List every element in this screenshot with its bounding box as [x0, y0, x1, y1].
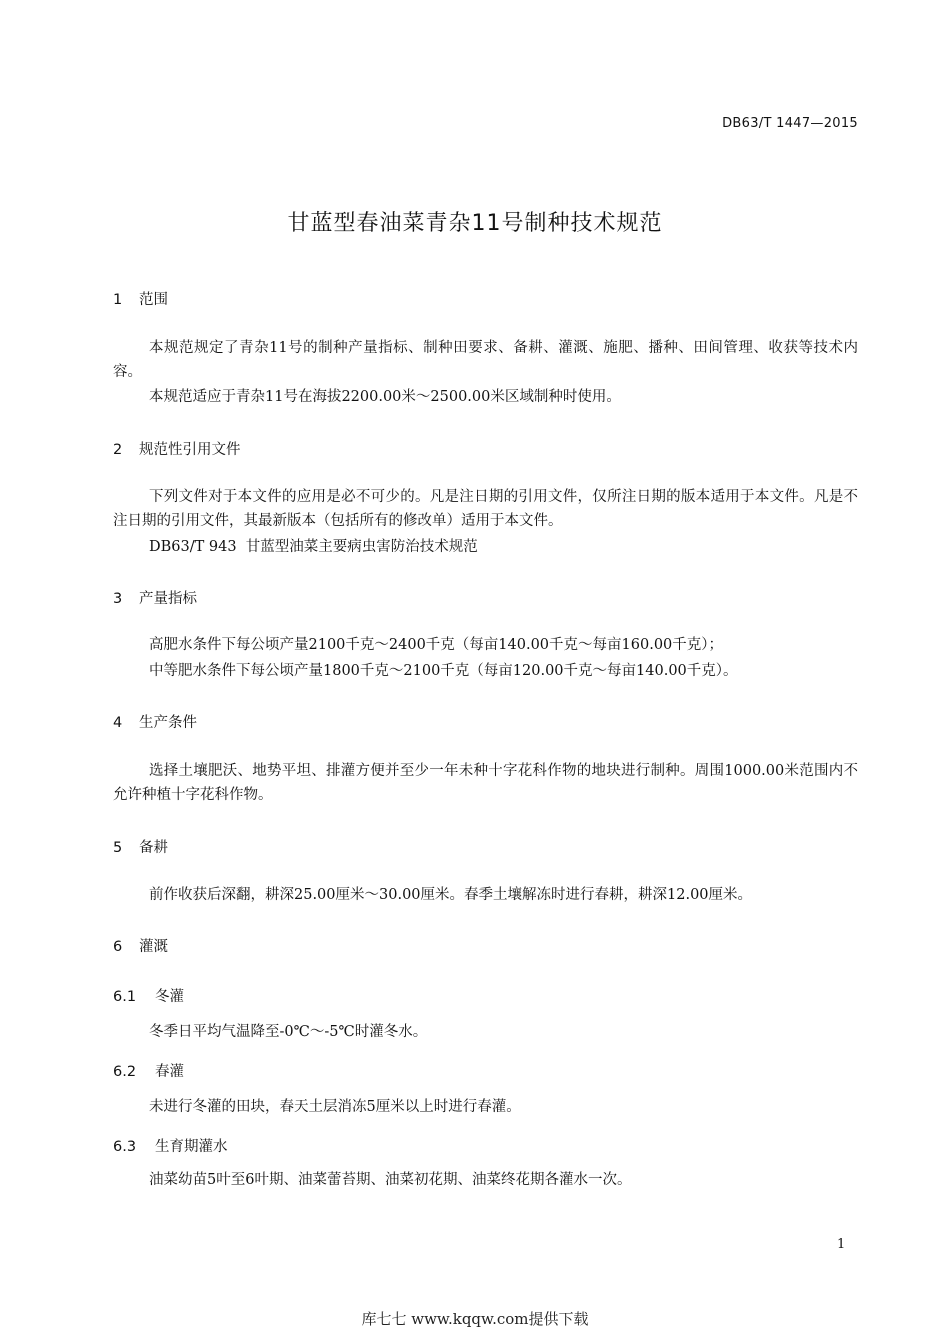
download-credit: 库七七 www.kqqw.com提供下载 [361, 1310, 589, 1328]
section-number: 6 [113, 939, 123, 955]
section-title: 备耕 [139, 840, 168, 856]
section-3-heading [113, 587, 197, 608]
section-4-heading [113, 711, 197, 732]
section-2-heading [113, 438, 241, 459]
subsection-number: 6.2 [113, 1064, 137, 1080]
subsection-title: 冬灌 [155, 989, 184, 1005]
section-title: 灌溉 [139, 939, 168, 955]
subsection-title: 春灌 [155, 1064, 184, 1080]
section-6-1-heading [113, 985, 184, 1006]
section-1-heading [113, 288, 168, 309]
section-number: 4 [113, 715, 123, 731]
section-title: 产量指标 [139, 591, 197, 607]
section-6-1-paragraph: 冬季日平均气温降至-0℃～-5℃时灌冬水。 [149, 1024, 428, 1040]
section-3-paragraph-1: 高肥水条件下每公顷产量2100千克～2400千克（每亩140.00千克～每亩160.00千克）； [149, 637, 724, 653]
section-2-paragraph-1: 下列文件对于本文件的应用是必不可少的。凡是注日期的引用文件，仅所注日期的版本适用于本文件。凡是不注日期的引用文件，其最新版本（包括所有的修改单）适用于本文件。 [113, 489, 858, 529]
section-6-3-heading [113, 1135, 228, 1156]
section-1-paragraph-1: 本规范规定了青杂11号的制种产量指标、制种田要求、备耕、灌溉、施肥、播种、田间管理、收获等技术内容。 [113, 340, 858, 380]
subsection-title: 生育期灌水 [155, 1139, 228, 1155]
section-number: 2 [113, 442, 123, 458]
section-title: 规范性引用文件 [139, 442, 241, 458]
section-6-3-paragraph: 油菜幼苗5叶至6叶期、油菜蕾苔期、油菜初花期、油菜终花期各灌水一次。 [149, 1172, 632, 1188]
section-6-2-paragraph: 未进行冬灌的田块，春天土层消冻5厘米以上时进行春灌。 [149, 1099, 521, 1115]
section-1-paragraph-2: 本规范适应于青杂11号在海拔2200.00米～2500.00米区域制种时使用。 [149, 389, 621, 405]
section-4-paragraph-1: 选择土壤肥沃、地势平坦、排灌方便并至少一年未种十字花科作物的地块进行制种。周围1000.00米范围内不允许种植十字花科作物。 [113, 763, 858, 803]
subsection-number: 6.3 [113, 1139, 137, 1155]
section-6-heading [113, 935, 168, 956]
section-5-paragraph-1: 前作收获后深翻，耕深25.00厘米～30.00厘米。春季土壤解冻时进行春耕，耕深12.00厘米。 [149, 887, 753, 903]
normative-reference: DB63/T 943 甘蓝型油菜主要病虫害防治技术规范 [149, 539, 478, 555]
section-title: 生产条件 [139, 715, 197, 731]
subsection-number: 6.1 [113, 989, 137, 1005]
section-number: 1 [113, 292, 123, 308]
section-6-2-heading [113, 1060, 184, 1081]
document-title: 甘蓝型春油菜青杂11号制种技术规范 [287, 211, 663, 236]
section-number: 5 [113, 840, 123, 856]
standard-code: DB63/T 1447—2015 [722, 116, 858, 131]
section-title: 范围 [139, 292, 168, 308]
section-3-paragraph-2: 中等肥水条件下每公顷产量1800千克～2100千克（每亩120.00千克～每亩140.00千克）。 [149, 663, 738, 679]
section-5-heading [113, 836, 168, 857]
page-number: 1 [837, 1237, 846, 1252]
section-number: 3 [113, 591, 123, 607]
